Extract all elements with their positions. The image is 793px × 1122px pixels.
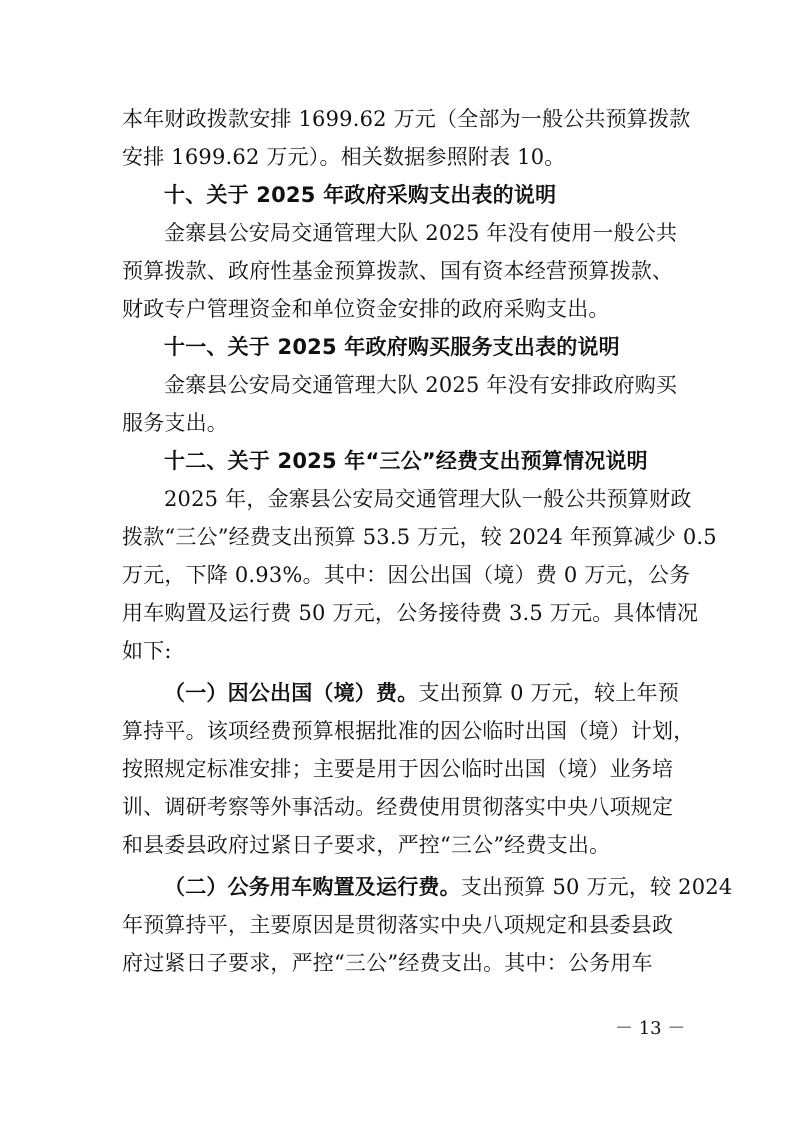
subsection-label-1: （一）因公出国（境）费。 bbox=[164, 681, 419, 705]
paragraph-line: 服务支出。 bbox=[122, 411, 228, 435]
paragraph-line: 本年财政拨款安排 1699.62 万元（全部为一般公共预算拨款 bbox=[122, 107, 691, 131]
paragraph-line: 如下: bbox=[122, 639, 172, 663]
subsection-text: 支出预算 0 万元，较上年预 bbox=[418, 681, 679, 705]
subsection-label-2: （二）公务用车购置及运行费。 bbox=[164, 875, 461, 899]
subsection-line bbox=[164, 678, 679, 708]
paragraph-line: 金寨县公安局交通管理大队 2025 年没有安排政府购买 bbox=[164, 373, 678, 397]
paragraph-line: 财政专户管理资金和单位资金安排的政府采购支出。 bbox=[122, 297, 610, 321]
paragraph-line: 按照规定标准安排；主要是用于因公临时出国（境）业务培 bbox=[122, 757, 674, 781]
subsection-line bbox=[164, 872, 732, 902]
section-heading-10: 十、关于 2025 年政府采购支出表的说明 bbox=[164, 183, 557, 207]
section-heading-11: 十一、关于 2025 年政府购买服务支出表的说明 bbox=[164, 335, 620, 359]
paragraph-line: 预算拨款、政府性基金预算拨款、国有资本经营预算拨款、 bbox=[122, 259, 674, 283]
page-number: － 13 － bbox=[615, 1018, 686, 1039]
paragraph-line: 用车购置及运行费 50 万元，公务接待费 3.5 万元。具体情况 bbox=[122, 601, 699, 625]
subsection-text: 支出预算 50 万元，较 2024 bbox=[460, 875, 733, 899]
paragraph-line: 算持平。该项经费预算根据批准的因公临时出国（境）计划， bbox=[122, 719, 695, 743]
paragraph-line: 训、调研考察等外事活动。经费使用贯彻落实中央八项规定 bbox=[122, 795, 674, 819]
paragraph-line: 拨款“三公”经费支出预算 53.5 万元，较 2024 年预算减少 0.5 bbox=[122, 525, 717, 549]
paragraph-line: 安排 1699.62 万元）。相关数据参照附表 10。 bbox=[122, 145, 566, 169]
paragraph-line: 金寨县公安局交通管理大队 2025 年没有使用一般公共 bbox=[164, 221, 678, 245]
paragraph-line: 2025 年，金寨县公安局交通管理大队一般公共预算财政 bbox=[164, 487, 692, 511]
paragraph-line: 和县委县政府过紧日子要求，严控“三公”经费支出。 bbox=[122, 833, 611, 857]
paragraph-line: 府过紧日子要求，严控“三公”经费支出。其中：公务用车 bbox=[122, 951, 653, 975]
paragraph-line: 万元，下降 0.93%。其中：因公出国（境）费 0 万元，公务 bbox=[122, 563, 691, 587]
paragraph-line: 年预算持平，主要原因是贯彻落实中央八项规定和县委县政 bbox=[122, 913, 674, 937]
section-heading-12: 十二、关于 2025 年“三公”经费支出预算情况说明 bbox=[164, 449, 648, 473]
